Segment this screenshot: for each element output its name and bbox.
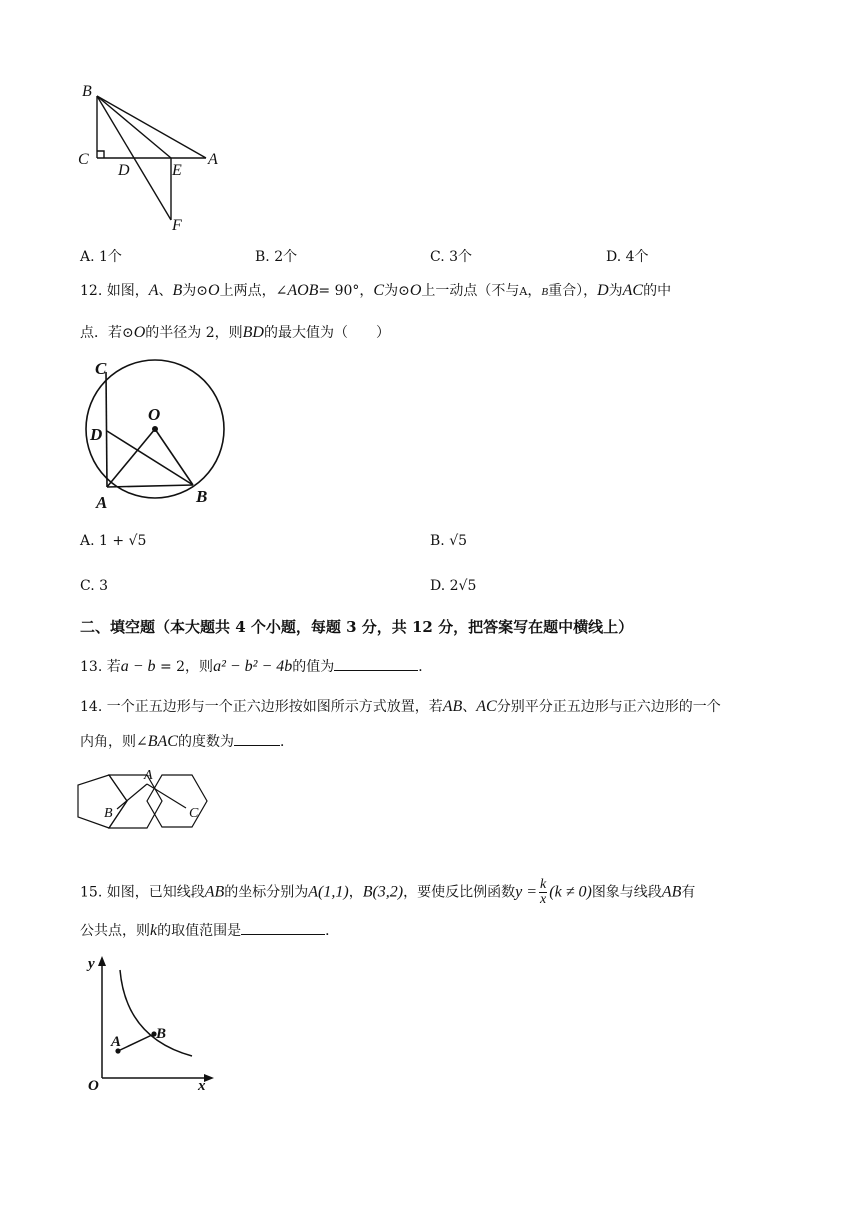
q14-label-a: A <box>144 768 153 783</box>
q12-label-c: C <box>95 359 107 378</box>
q13-line: 13. 若a − b = 2，则a² − b² − 4b的值为 ． <box>80 658 433 675</box>
q14-figure <box>72 765 242 865</box>
q15-answer-blank[interactable] <box>241 920 325 935</box>
q15-number: 15. <box>80 884 103 901</box>
q12-option-c: C. 3 <box>80 578 109 594</box>
q13-answer-blank[interactable] <box>334 656 418 671</box>
section-heading: 二、填空题（本大题共 4 个小题，每题 3 分，共 12 分，把答案写在题中横线上） <box>80 618 634 636</box>
q14-line-2: 内角，则∠BAC的度数为 ． <box>80 733 294 750</box>
q12-line-1: 12. 如图，A、B为⊙O上两点，∠AOB= 90°，C为⊙O上一动点（不与A，B重合），D为AC的中 <box>80 282 672 299</box>
q14-answer-blank[interactable] <box>234 731 280 746</box>
q11-figure <box>70 78 230 238</box>
q15-figure <box>80 952 230 1092</box>
q11-label-e: E <box>172 162 182 179</box>
q12-label-a: A <box>96 493 108 512</box>
q12-line-2: 点．若⊙O的半径为 2，则BD的最大值为（ ） <box>80 324 390 341</box>
q13-number: 13. <box>80 659 103 675</box>
q14-line-1: 14. 一个正五边形与一个正六边形按如图所示方式放置，若AB、AC分别平分正五边形与正六边形的一个 <box>80 698 721 715</box>
q14-label-c: C <box>189 806 199 821</box>
q12-label-o: O <box>148 405 161 424</box>
q12-number: 12. <box>80 283 103 299</box>
q12-option-d: D. 2√5 <box>430 578 477 594</box>
q15-label-x: x <box>198 1078 206 1092</box>
q11-option-b: B. 2个 <box>255 249 298 265</box>
q11-label-b: B <box>82 83 92 100</box>
q11-label-f: F <box>172 217 182 234</box>
q15-label-y: y <box>88 956 95 972</box>
q15-label-a: A <box>111 1034 122 1050</box>
q12-label-b: B <box>196 487 208 506</box>
q11-label-d: D <box>118 162 130 179</box>
q15-line-2: 公共点，则k的取值范围是 ． <box>80 922 340 939</box>
q15-fraction: $\frac{k}{x}$ <box>540 877 547 907</box>
q15-label-b: B <box>156 1026 167 1042</box>
q12-option-b: B. √5 <box>430 533 468 549</box>
q11-option-c: C. 3个 <box>430 249 473 265</box>
q15-label-o: O <box>88 1078 99 1092</box>
q15-line-1: 15. 如图，已知线段AB的坐标分别为A(1,1)，B(3,2)，要使反比例函数y = $\frac{k}{x}$ (k ≠ 0)图象与线段AB有 <box>80 877 696 907</box>
q11-option-d: D. 4个 <box>606 249 649 265</box>
q11-label-a: A <box>208 151 218 168</box>
q12-figure <box>72 352 232 512</box>
q11-option-a: A. 1个 <box>80 249 122 265</box>
q14-number: 14. <box>80 699 103 715</box>
q11-label-c: C <box>78 151 89 168</box>
q12-label-d: D <box>90 425 103 444</box>
q14-label-b: B <box>104 806 113 821</box>
q12-option-a: A. 1 + √5 <box>80 533 147 549</box>
